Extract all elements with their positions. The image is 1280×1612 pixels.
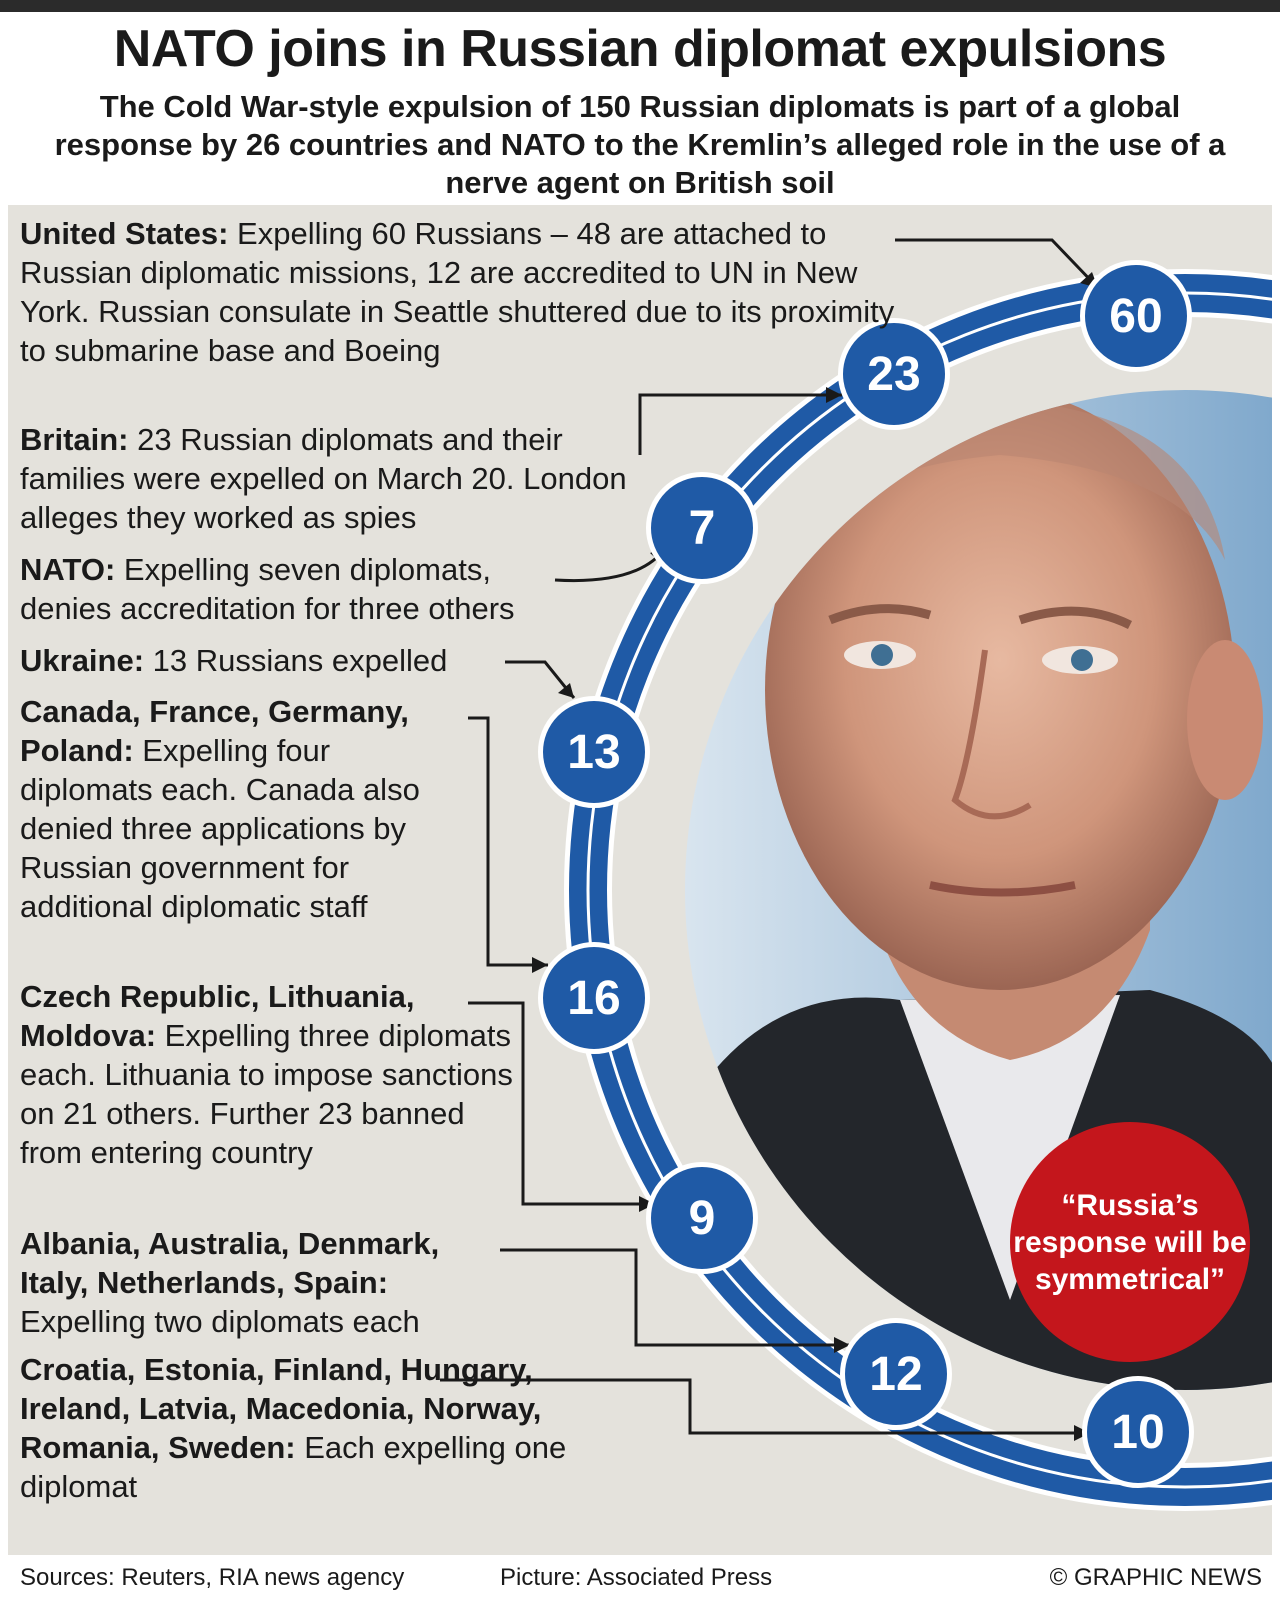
entry-croatia-estonia-etc — [20, 1350, 640, 1506]
count-badge-23: 23 — [838, 318, 950, 430]
entry-albania-australia-etc — [20, 1224, 510, 1341]
entry-text: Expelling three diplomats each. Lithuania to impose sanctions on 21 others. Further 23 banned from entering country — [20, 1018, 513, 1170]
footer-sources: Sources: Reuters, RIA news agency — [20, 1564, 405, 1591]
entry-britain — [20, 420, 650, 537]
entry-text: Expelling seven diplomats, denies accreditation for three others — [20, 552, 515, 626]
page-subtitle: The Cold War-style expulsion of 150 Russian diplomats is part of a global response by 26 countries and NATO to the Kremlin’s alleged role in the use of a nerve agent on British soil — [54, 89, 1226, 200]
count-badge-10: 10 — [1082, 1376, 1194, 1488]
count-badge-7: 7 — [646, 472, 758, 584]
entry-country: Croatia, Estonia, Finland, Hungary, Ireland, Latvia, Macedonia, Norway, Romania, Sweden: — [20, 1352, 542, 1465]
entry-text: Expelling four diplomats each. Canada also denied three applications by Russian government for additional diplomatic staff — [20, 733, 420, 924]
count-badge-13: 13 — [538, 696, 650, 808]
count-badge-12: 12 — [840, 1318, 952, 1430]
count-badge-16: 16 — [538, 942, 650, 1054]
entry-text: Each expelling one diplomat — [20, 1430, 567, 1504]
entry-text: 13 Russians expelled — [144, 643, 448, 678]
entry-czech-lithuania-moldova — [20, 977, 525, 1172]
count-badge-60: 60 — [1080, 260, 1192, 372]
footer-picture-credit: Picture: Associated Press — [500, 1564, 773, 1591]
entry-canada-france-germany-poland — [20, 692, 470, 926]
entry-country: Canada, France, Germany, Poland: — [20, 694, 409, 768]
quote-bubble: “Russia’s response will be symmetrical” — [1010, 1122, 1250, 1362]
entry-text: 23 Russian diplomats and their families were expelled on March 20. London alleges they worked as spies — [20, 422, 627, 535]
entry-country: Albania, Australia, Denmark, Italy, Netherlands, Spain: — [20, 1226, 440, 1300]
count-badge-9: 9 — [646, 1162, 758, 1274]
footer-copyright: © GRAPHIC NEWS — [1049, 1564, 1262, 1591]
entry-country: Britain: — [20, 422, 129, 457]
entry-country: Ukraine: — [20, 643, 145, 678]
entry-ukraine — [20, 641, 540, 680]
entry-united-states — [20, 214, 900, 370]
entry-country: Czech Republic, Lithuania, Moldova: — [20, 979, 415, 1053]
entry-country: NATO: — [20, 552, 116, 587]
entry-nato — [20, 550, 580, 628]
entry-text: Expelling 60 Russians – 48 are attached to Russian diplomatic missions, 12 are accredited to UN in New York. Russian consulate in Seattle shuttered due to its proximity to submarine base and Boeing — [20, 216, 895, 368]
page-title: NATO joins in Russian diplomat expulsions — [113, 20, 1167, 78]
entry-text: Expelling two diplomats each — [20, 1304, 420, 1339]
footer — [0, 1558, 1280, 1612]
entry-country: United States: — [20, 216, 229, 251]
